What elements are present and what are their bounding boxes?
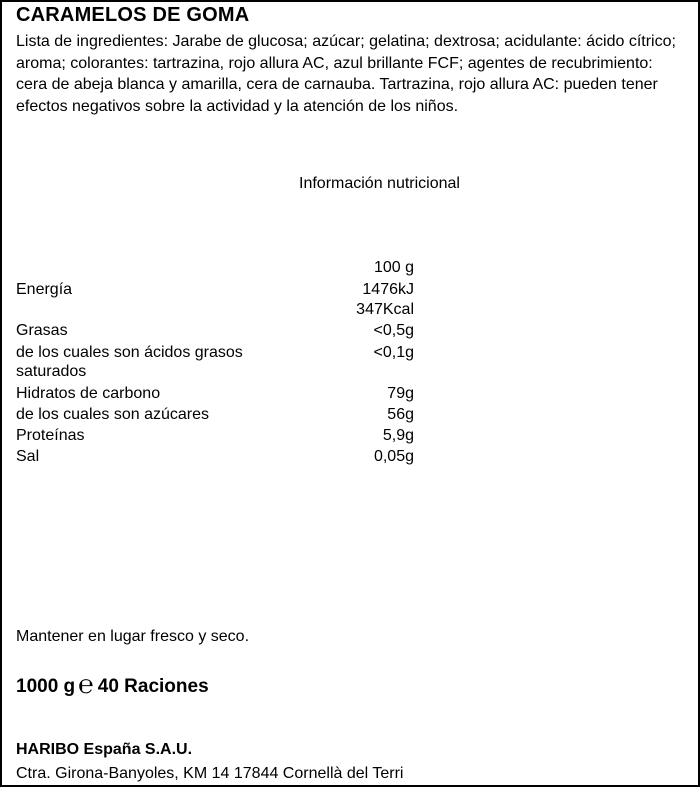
per-100g-header: 100 g [373, 259, 414, 276]
sugars-value: 56g [387, 406, 414, 423]
manufacturer-name: HARIBO España S.A.U. [16, 741, 193, 758]
storage-instructions: Mantener en lugar fresco y seco. [16, 628, 250, 645]
salt-value: 0,05g [373, 448, 414, 465]
fat-label: Grasas [16, 322, 68, 339]
estimated-sign-icon: ℮ [78, 670, 94, 700]
ingredients-list: Lista de ingredientes: Jarabe de glucosa; azúcar; gelatina; dextrosa; acidulante: ácido cítrico; aroma; colorantes: tartrazina, rojo allura AC, azul brillante FCF; agentes de recubrimiento: cera de abeja blanca y amarilla, cera de carnauba. Tartrazina, rojo allura AC: pueden tener efectos negativos sobre la actividad y la atención de los niños. [16, 33, 676, 115]
carbs-label: Hidratos de carbono [16, 385, 161, 402]
protein-value: 5,9g [382, 427, 414, 444]
fat-value: <0,5g [373, 322, 414, 339]
protein-label: Proteínas [16, 427, 85, 444]
sugars-label: de los cuales son azúcares [16, 406, 209, 423]
package-info [16, 670, 209, 700]
nutrition-title: Información nutricional [299, 175, 460, 192]
product-title: CARAMELOS DE GOMA [16, 4, 250, 26]
carbs-value: 79g [387, 385, 414, 402]
energy-kj-value: 1476kJ [362, 281, 414, 298]
saturates-label: de los cuales son ácidos grasos [16, 344, 243, 361]
servings-count: 40 Raciones [97, 676, 209, 697]
manufacturer-address: Ctra. Girona-Banyoles, KM 14 17844 Cornellà del Terri [16, 765, 404, 782]
net-weight: 1000 g [16, 676, 76, 697]
energy-kcal-value: 347Kcal [356, 301, 414, 318]
saturates-value: <0,1g [373, 344, 414, 361]
energy-label: Energía [16, 281, 73, 298]
saturates-label-continued: saturados [16, 363, 87, 380]
salt-label: Sal [16, 448, 40, 465]
